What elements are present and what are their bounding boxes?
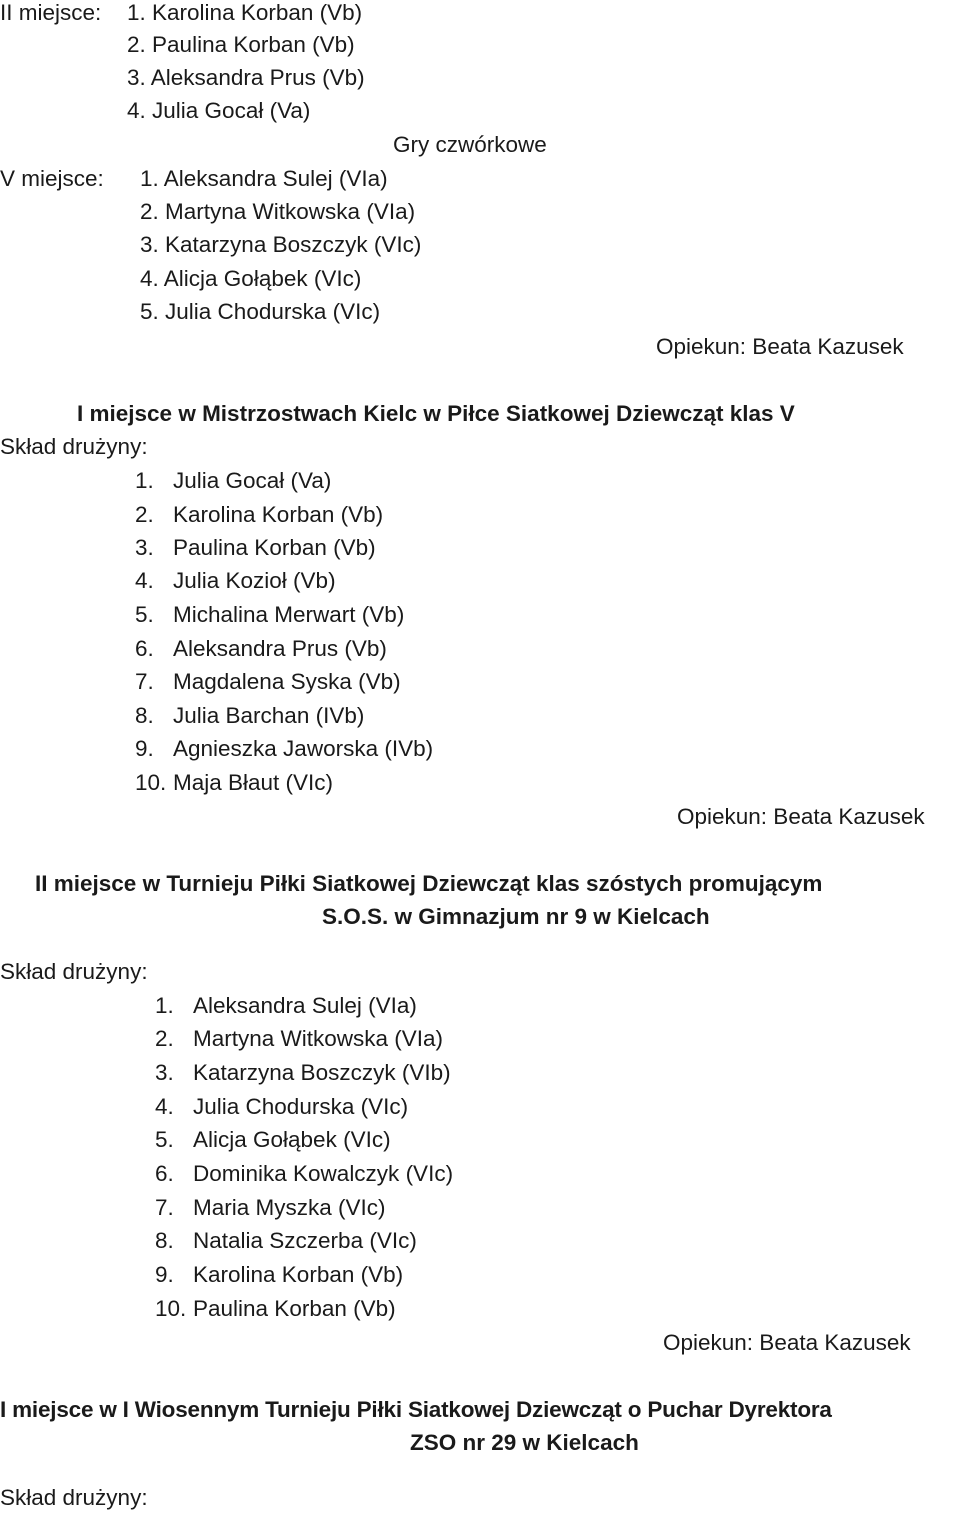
list-item: 4. Julia Gocał (Va) bbox=[127, 98, 311, 123]
list-item: Martyna Witkowska (VIa) bbox=[193, 1026, 444, 1051]
list-item: 1. Karolina Korban (Vb) bbox=[127, 0, 363, 25]
list-item: 2. Martyna Witkowska (VIa) bbox=[140, 199, 416, 224]
list-item: Alicja Gołąbek (VIc) bbox=[193, 1127, 391, 1152]
list-item: 2. Paulina Korban (Vb) bbox=[127, 32, 355, 57]
list-item-number: 4. bbox=[135, 568, 154, 593]
list-item-number: 10. bbox=[155, 1296, 187, 1321]
sklad-label: Skład drużyny: bbox=[0, 959, 148, 984]
list-item-number: 9. bbox=[135, 736, 154, 761]
list-item-number: 8. bbox=[135, 703, 154, 728]
list-item: Karolina Korban (Vb) bbox=[193, 1262, 404, 1287]
list-item: Julia Chodurska (VIc) bbox=[193, 1094, 409, 1119]
v-place-label: V miejsce: bbox=[0, 166, 104, 191]
list-item: Katarzyna Boszczyk (VIb) bbox=[193, 1060, 451, 1085]
list-item: Paulina Korban (Vb) bbox=[193, 1296, 396, 1321]
opiekun: Opiekun: Beata Kazusek bbox=[663, 1330, 911, 1355]
list-item: Dominika Kowalczyk (VIc) bbox=[193, 1161, 454, 1186]
list-item: Maria Myszka (VIc) bbox=[193, 1195, 386, 1220]
list-item: Paulina Korban (Vb) bbox=[173, 535, 376, 560]
list-item: Julia Barchan (IVb) bbox=[173, 703, 365, 728]
list-item: Aleksandra Sulej (VIa) bbox=[193, 993, 417, 1018]
list-item-number: 3. bbox=[155, 1060, 174, 1085]
list-item-number: 4. bbox=[155, 1094, 174, 1119]
section-title: I miejsce w Mistrzostwach Kielc w Piłce Siatkowej Dziewcząt klas V bbox=[77, 401, 795, 426]
opiekun: Opiekun: Beata Kazusek bbox=[677, 804, 925, 829]
sklad-label: Skład drużyny: bbox=[0, 434, 148, 459]
gry-heading: Gry czwórkowe bbox=[393, 132, 547, 157]
list-item: Natalia Szczerba (VIc) bbox=[193, 1228, 417, 1253]
list-item-number: 10. bbox=[135, 770, 167, 795]
list-item-number: 9. bbox=[155, 1262, 174, 1287]
list-item-number: 8. bbox=[155, 1228, 174, 1253]
section-title: II miejsce w Turnieju Piłki Siatkowej Dziewcząt klas szóstych promującym bbox=[35, 871, 823, 896]
list-item-number: 5. bbox=[155, 1127, 174, 1152]
list-item-number: 2. bbox=[155, 1026, 174, 1051]
sklad-label: Skład drużyny: bbox=[0, 1485, 148, 1510]
list-item-number: 6. bbox=[155, 1161, 174, 1186]
list-item-number: 3. bbox=[135, 535, 154, 560]
list-item-number: 5. bbox=[135, 602, 154, 627]
list-item: 5. Julia Chodurska (VIc) bbox=[140, 299, 381, 324]
section-title-cont: S.O.S. w Gimnazjum nr 9 w Kielcach bbox=[322, 904, 710, 929]
list-item-number: 1. bbox=[135, 468, 154, 493]
list-item: Agnieszka Jaworska (IVb) bbox=[173, 736, 434, 761]
list-item: Maja Błaut (VIc) bbox=[173, 770, 334, 795]
list-item: 3. Katarzyna Boszczyk (VIc) bbox=[140, 232, 422, 257]
list-item: Julia Kozioł (Vb) bbox=[173, 568, 336, 593]
list-item: Aleksandra Prus (Vb) bbox=[173, 636, 387, 661]
list-item: Julia Gocał (Va) bbox=[173, 468, 332, 493]
opiekun: Opiekun: Beata Kazusek bbox=[656, 334, 904, 359]
list-item: Karolina Korban (Vb) bbox=[173, 502, 384, 527]
section-title-cont: ZSO nr 29 w Kielcach bbox=[410, 1430, 639, 1455]
list-item-number: 7. bbox=[155, 1195, 174, 1220]
ii-place-label: II miejsce: bbox=[0, 0, 102, 25]
section-title: I miejsce w I Wiosennym Turnieju Piłki Siatkowej Dziewcząt o Puchar Dyrektora bbox=[0, 1397, 832, 1422]
list-item: Michalina Merwart (Vb) bbox=[173, 602, 405, 627]
list-item: Magdalena Syska (Vb) bbox=[173, 669, 401, 694]
list-item: 4. Alicja Gołąbek (VIc) bbox=[140, 266, 362, 291]
list-item-number: 1. bbox=[155, 993, 174, 1018]
list-item: 3. Aleksandra Prus (Vb) bbox=[127, 65, 365, 90]
list-item-number: 6. bbox=[135, 636, 154, 661]
list-item-number: 2. bbox=[135, 502, 154, 527]
list-item-number: 7. bbox=[135, 669, 154, 694]
list-item: 1. Aleksandra Sulej (VIa) bbox=[140, 166, 388, 191]
